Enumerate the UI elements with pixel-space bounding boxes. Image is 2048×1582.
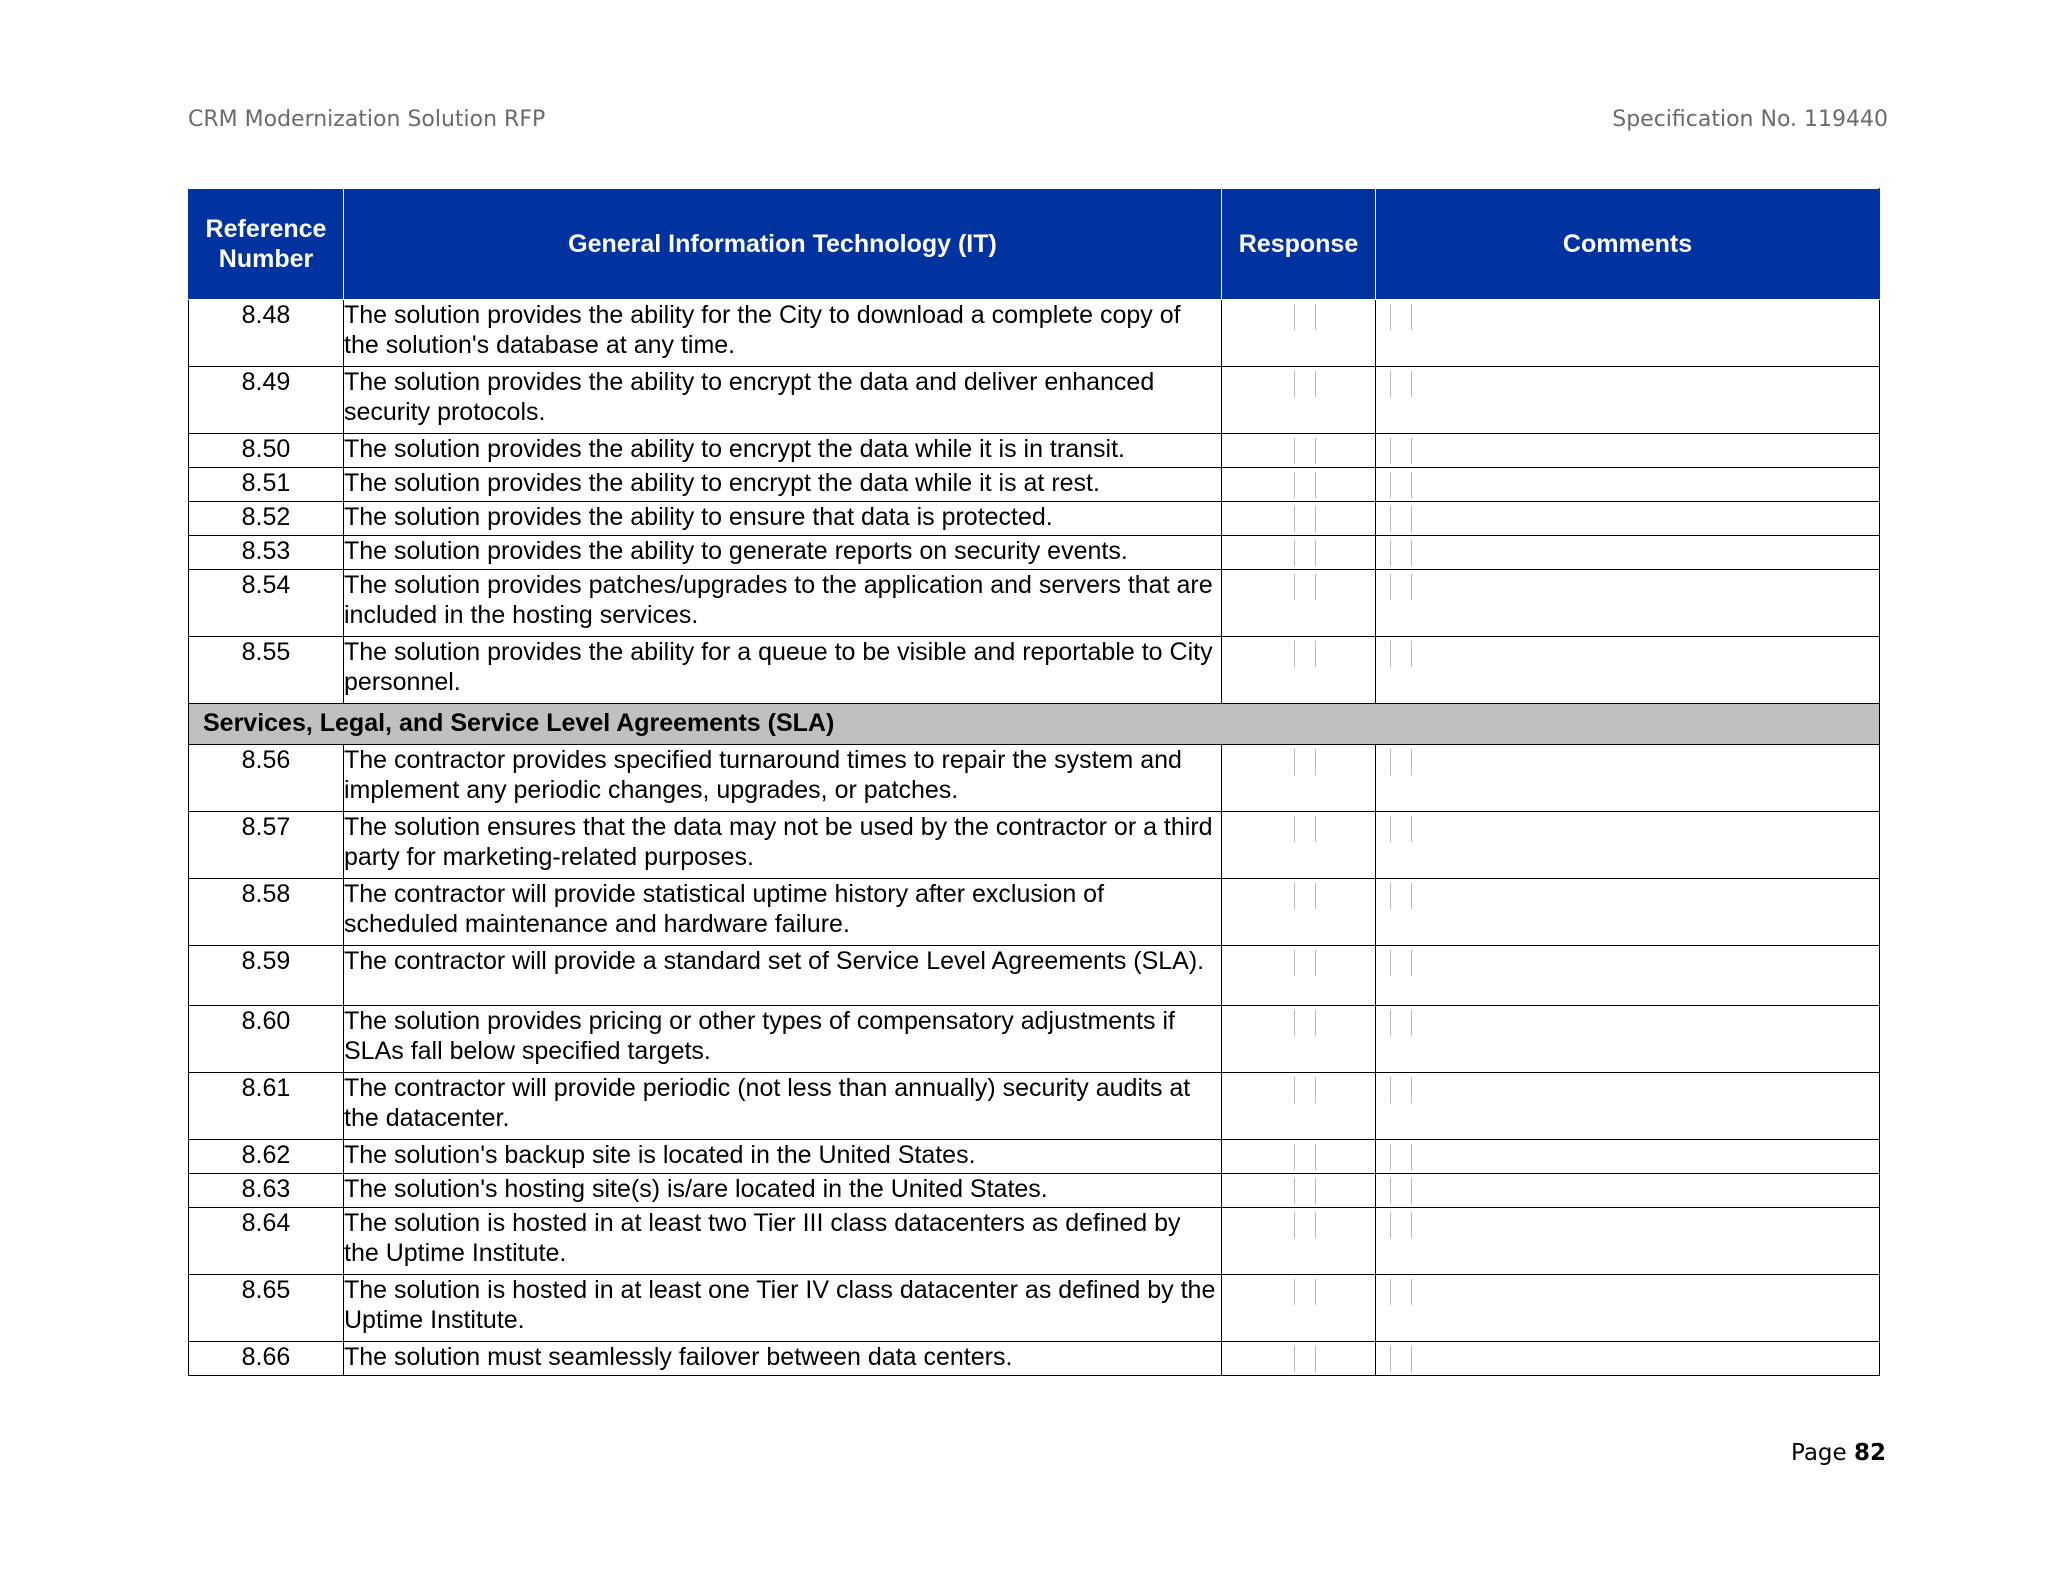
response-field[interactable] [1294,1010,1316,1036]
comments-field[interactable] [1390,506,1412,532]
page-label: Page [1790,1440,1847,1466]
table-header-row [189,189,1880,300]
response-field[interactable] [1294,574,1316,600]
requirement-text: The solution provides the ability for the City to download a complete copy of the solution's database at any time. [344,300,1222,367]
comments-field[interactable] [1390,1279,1412,1305]
reference-number: 8.51 [189,468,344,502]
response-field[interactable] [1294,304,1316,330]
response-cell[interactable] [1222,1174,1376,1208]
reference-number: 8.65 [189,1275,344,1342]
reference-number: 8.53 [189,536,344,570]
comments-field[interactable] [1390,883,1412,909]
comments-field[interactable] [1390,1212,1412,1238]
comments-field[interactable] [1390,1178,1412,1204]
comments-cell[interactable] [1376,745,1880,812]
table-row [189,1174,1880,1208]
response-cell[interactable] [1222,1073,1376,1140]
requirements-table [188,188,1880,1376]
comments-field[interactable] [1390,1144,1412,1170]
comments-field[interactable] [1390,1077,1412,1103]
response-cell[interactable] [1222,1006,1376,1073]
comments-cell[interactable] [1376,946,1880,1006]
response-field[interactable] [1294,1178,1316,1204]
reference-number: 8.64 [189,1208,344,1275]
comments-field[interactable] [1390,540,1412,566]
response-cell[interactable] [1222,1140,1376,1174]
table-row [189,637,1880,704]
requirement-text: The solution is hosted in at least one Tier IV class datacenter as defined by the Uptime Institute. [344,1275,1222,1342]
response-cell[interactable] [1222,502,1376,536]
response-field[interactable] [1294,472,1316,498]
reference-number: 8.55 [189,637,344,704]
response-cell[interactable] [1222,1275,1376,1342]
response-cell[interactable] [1222,745,1376,812]
table-row [189,570,1880,637]
response-cell[interactable] [1222,468,1376,502]
response-cell[interactable] [1222,946,1376,1006]
section-title: Services, Legal, and Service Level Agreements (SLA) [189,704,1880,745]
comments-field[interactable] [1390,574,1412,600]
requirement-text: The solution provides pricing or other types of compensatory adjustments if SLAs fall below specified targets. [344,1006,1222,1073]
comments-field[interactable] [1390,1010,1412,1036]
response-cell[interactable] [1222,570,1376,637]
response-field[interactable] [1294,1144,1316,1170]
table-row [189,1208,1880,1275]
comments-field[interactable] [1390,472,1412,498]
column-header-comments: Comments [1376,189,1880,300]
requirement-text: The solution provides the ability to encrypt the data while it is at rest. [344,468,1222,502]
table-body-sla [189,745,1880,1376]
response-cell[interactable] [1222,637,1376,704]
comments-field[interactable] [1390,950,1412,976]
table-body-it [189,300,1880,704]
requirement-text: The solution must seamlessly failover between data centers. [344,1342,1222,1376]
column-header-general-it: General Information Technology (IT) [344,189,1222,300]
reference-number: 8.59 [189,946,344,1006]
response-field[interactable] [1294,950,1316,976]
table-row [189,502,1880,536]
requirement-text: The solution provides the ability to encrypt the data and deliver enhanced security protocols. [344,367,1222,434]
reference-number: 8.57 [189,812,344,879]
response-field[interactable] [1294,883,1316,909]
requirement-text: The contractor will provide periodic (not less than annually) security audits at the datacenter. [344,1073,1222,1140]
comments-cell[interactable] [1376,502,1880,536]
response-field[interactable] [1294,641,1316,667]
response-cell[interactable] [1222,300,1376,367]
comments-cell[interactable] [1376,879,1880,946]
column-header-reference: Reference Number [189,189,344,300]
comments-cell[interactable] [1376,367,1880,434]
comments-cell[interactable] [1376,1275,1880,1342]
response-field[interactable] [1294,1279,1316,1305]
response-field[interactable] [1294,371,1316,397]
comments-cell[interactable] [1376,468,1880,502]
requirement-text: The solution provides patches/upgrades to the application and servers that are included in the hosting services. [344,570,1222,637]
comments-field[interactable] [1390,371,1412,397]
response-field[interactable] [1294,749,1316,775]
table-row [189,1006,1880,1073]
page-footer [1791,1440,1886,1466]
response-field[interactable] [1294,1346,1316,1372]
requirement-text: The contractor will provide statistical uptime history after exclusion of scheduled maintenance and hardware failure. [344,879,1222,946]
requirement-text: The solution's backup site is located in the United States. [344,1140,1222,1174]
comments-field[interactable] [1390,816,1412,842]
response-cell[interactable] [1222,1342,1376,1376]
comments-cell[interactable] [1376,1006,1880,1073]
table-row [189,468,1880,502]
table-row [189,1073,1880,1140]
requirement-text: The solution provides the ability to encrypt the data while it is in transit. [344,434,1222,468]
response-field[interactable] [1294,540,1316,566]
document-title: CRM Modernization Solution RFP [188,106,546,132]
reference-number: 8.49 [189,367,344,434]
requirement-text: The contractor will provide a standard set of Service Level Agreements (SLA). [344,946,1222,1006]
requirement-text: The solution provides the ability for a queue to be visible and reportable to City personnel. [344,637,1222,704]
comments-cell[interactable] [1376,1208,1880,1275]
specification-number: Specification No. 119440 [1612,106,1888,132]
comments-field[interactable] [1390,304,1412,330]
reference-number: 8.52 [189,502,344,536]
table-row [189,946,1880,1006]
reference-number: 8.50 [189,434,344,468]
table-row [189,1140,1880,1174]
reference-number: 8.56 [189,745,344,812]
comments-cell[interactable] [1376,536,1880,570]
column-header-response: Response [1222,189,1376,300]
response-cell[interactable] [1222,536,1376,570]
table-row [189,1342,1880,1376]
comments-field[interactable] [1390,438,1412,464]
requirement-text: The solution's hosting site(s) is/are located in the United States. [344,1174,1222,1208]
comments-cell[interactable] [1376,812,1880,879]
comments-cell[interactable] [1376,300,1880,367]
table-row [189,536,1880,570]
response-field[interactable] [1294,1212,1316,1238]
reference-number: 8.58 [189,879,344,946]
reference-number: 8.48 [189,300,344,367]
reference-number: 8.66 [189,1342,344,1376]
table-row [189,367,1880,434]
table-row [189,812,1880,879]
comments-cell[interactable] [1376,570,1880,637]
requirement-text: The solution ensures that the data may not be used by the contractor or a third party for marketing-related purposes. [344,812,1222,879]
reference-number: 8.61 [189,1073,344,1140]
page-header [188,102,1888,136]
table-row [189,879,1880,946]
table-row [189,1275,1880,1342]
reference-number: 8.60 [189,1006,344,1073]
response-cell[interactable] [1222,434,1376,468]
requirement-text: The contractor provides specified turnaround times to repair the system and implement any periodic changes, upgrades, or patches. [344,745,1222,812]
comments-cell[interactable] [1376,1073,1880,1140]
response-field[interactable] [1294,1077,1316,1103]
reference-number: 8.63 [189,1174,344,1208]
response-field[interactable] [1294,816,1316,842]
requirement-text: The solution provides the ability to ensure that data is protected. [344,502,1222,536]
comments-cell[interactable] [1376,1174,1880,1208]
comments-field[interactable] [1390,749,1412,775]
comments-cell[interactable] [1376,434,1880,468]
comments-cell[interactable] [1376,637,1880,704]
table-row [189,745,1880,812]
requirement-text: The solution is hosted in at least two Tier III class datacenters as defined by the Uptime Institute. [344,1208,1222,1275]
comments-field[interactable] [1390,1346,1412,1372]
table-row [189,300,1880,367]
comments-field[interactable] [1390,641,1412,667]
response-cell[interactable] [1222,367,1376,434]
response-cell[interactable] [1222,1208,1376,1275]
table-body-section [189,704,1880,745]
reference-number: 8.54 [189,570,344,637]
page-number: 82 [1853,1440,1886,1466]
reference-number: 8.62 [189,1140,344,1174]
response-field[interactable] [1294,506,1316,532]
comments-cell[interactable] [1376,1342,1880,1376]
requirement-text: The solution provides the ability to generate reports on security events. [344,536,1222,570]
response-cell[interactable] [1222,879,1376,946]
comments-cell[interactable] [1376,1140,1880,1174]
response-field[interactable] [1294,438,1316,464]
response-cell[interactable] [1222,812,1376,879]
section-header-row [189,704,1880,745]
table-row [189,434,1880,468]
